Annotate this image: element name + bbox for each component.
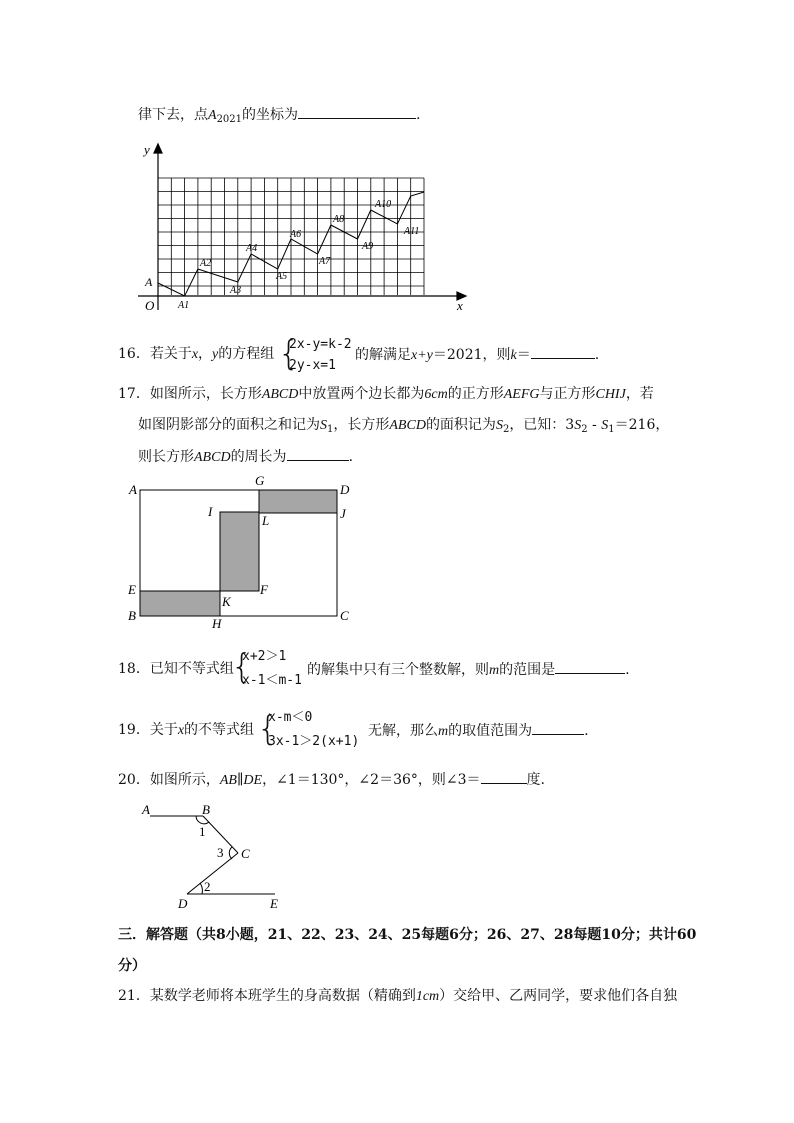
vertex-label: C	[340, 608, 349, 623]
q18-line-cont: 的解集中只有三个整数解，则m的范围是 .	[307, 662, 630, 678]
vertex-label: K	[222, 594, 231, 609]
point-label: A1	[178, 300, 190, 311]
vertex-label: J	[340, 506, 346, 521]
q20-line: 20．如图所示，AB∥DE，∠1＝130°，∠2＝36°，则∠3＝ 度.	[118, 772, 545, 788]
q15-tail: 律下去，点$A_{2021}$的坐标为 .	[138, 107, 421, 125]
answer-blank[interactable]	[481, 770, 527, 784]
section-heading: 三．解答题（共8小题，21、22、23、24、25每题6分；26、27、28每题10分；共计60	[118, 927, 697, 943]
rectangle-figure	[120, 470, 360, 630]
brace-icon: {	[231, 647, 253, 687]
vertex-label: H	[212, 616, 222, 630]
angle-label: 2	[204, 879, 211, 894]
inequality-1: x-m＜0	[268, 710, 313, 725]
answer-blank[interactable]	[287, 447, 349, 461]
answer-blank[interactable]	[532, 721, 584, 735]
grid-figure	[130, 140, 475, 315]
vertex-label: B	[128, 608, 136, 623]
answer-blank[interactable]	[531, 345, 595, 359]
inequality-2: 3x-1＞2(x+1)	[268, 734, 360, 749]
inequality-1: x+2＞1	[242, 649, 287, 664]
vertex-label: A	[129, 482, 137, 497]
point-label: A8	[333, 214, 345, 225]
q16-line-cont: 的解满足x+y＝2021，则k＝ .	[355, 347, 600, 363]
equation-2: 2y-x=1	[289, 358, 336, 373]
vertex-label: D	[340, 482, 350, 497]
angle-label: 3	[217, 845, 224, 860]
section-heading-cont: 分）	[118, 958, 146, 974]
q21-line: 21．某数学老师将本班学生的身高数据（精确到1cm）交给甲、乙两同学，要求他们各自独	[118, 988, 678, 1004]
angle-label: 1	[199, 824, 206, 839]
vertex-label: I	[208, 504, 213, 519]
x-axis-label: x	[457, 298, 463, 313]
point-label: A	[142, 802, 150, 817]
point-label: E	[270, 896, 278, 911]
point-label: C	[241, 846, 250, 861]
angle-lines	[150, 816, 275, 894]
q19-line: 19．关于x的不等式组	[118, 722, 255, 738]
q17-line-1: 17．如图所示，长方形ABCD中放置两个边长都为6cm的正方形AEFG与正方形CHIJ，若	[118, 386, 654, 402]
y-axis-label: y	[144, 142, 150, 157]
vertex-label: F	[260, 582, 268, 597]
q16-line: 16．若关于x，y的方程组	[118, 346, 275, 362]
point-label: A9	[362, 241, 374, 252]
point-label: A6	[290, 229, 302, 240]
brace-icon: {	[278, 334, 300, 374]
shaded-region	[220, 512, 259, 591]
equation-1: 2x-y=k-2	[289, 337, 352, 352]
point-label: A10	[375, 199, 392, 210]
point-label: A3	[230, 285, 242, 296]
brace-icon: {	[257, 709, 279, 749]
point-label: A4	[246, 243, 258, 254]
point-label: A2	[200, 258, 212, 269]
shaded-region	[259, 490, 337, 513]
q19-line-cont: 无解，那么m的取值范围为 .	[368, 723, 589, 739]
inequality-2: x-1＜m-1	[242, 673, 302, 688]
vertex-label: G	[255, 473, 265, 488]
point-label: B	[202, 802, 210, 817]
point-label: A7	[319, 256, 331, 267]
q17-line-3: 则长方形ABCD的周长为 .	[138, 449, 354, 465]
angle-figure	[130, 795, 300, 915]
q17-line-2: 如图阴影部分的面积之和记为$S_1$，长方形ABCD的面积记为$S_2$，已知：$3S_2 - S_1=216$，	[138, 417, 670, 435]
vertex-label: E	[128, 582, 136, 597]
start-label: A	[145, 275, 153, 289]
q18-line: 18．已知不等式组	[118, 661, 234, 677]
answer-blank[interactable]	[298, 105, 416, 119]
answer-blank[interactable]	[555, 660, 625, 674]
origin-label: O	[145, 298, 155, 313]
point-label: D	[178, 896, 188, 911]
vertex-label: L	[262, 513, 270, 528]
shaded-region	[140, 591, 220, 616]
point-label: A11	[404, 226, 420, 237]
point-label: A5	[276, 271, 288, 282]
